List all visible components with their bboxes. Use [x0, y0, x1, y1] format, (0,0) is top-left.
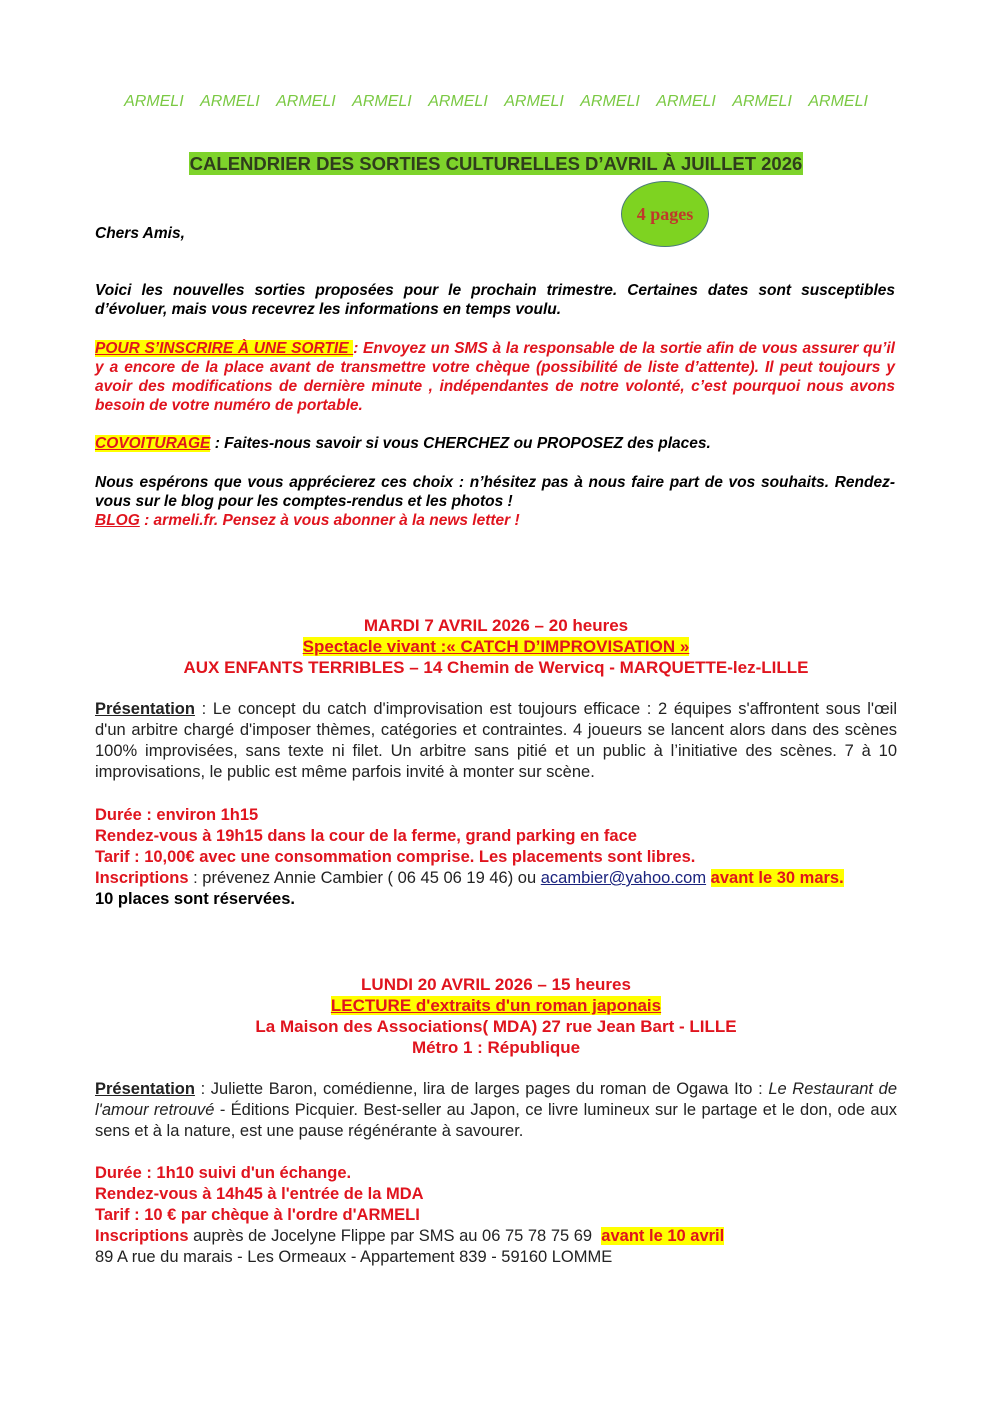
- event-date: LUNDI 20 AVRIL 2026 – 15 heures: [361, 975, 631, 994]
- book-title: Le Restaurant de l'amour retrouvé: [95, 1080, 897, 1119]
- armeli-word: ARMELI: [656, 93, 716, 110]
- event-date: MARDI 7 AVRIL 2026 – 20 heures: [363, 616, 629, 635]
- armeli-word: ARMELI: [124, 93, 184, 110]
- covoiturage-label: COVOITURAGE: [95, 435, 211, 452]
- event-title-line: [95, 995, 897, 1016]
- pages-badge-text: 4 pages: [636, 203, 694, 224]
- armeli-word: ARMELI: [732, 93, 792, 110]
- armeli-word: ARMELI: [808, 93, 868, 110]
- covoiturage-paragraph: [95, 434, 895, 453]
- page-title: [0, 153, 992, 175]
- armeli-word: ARMELI: [580, 93, 640, 110]
- inscription-text: : Envoyez un SMS à la responsable de la sortie afin de vous assurer qu’il y a encore de la place avant de transmettre votre chèque (possibilité de liste d’attente). Il peut toujours y avoir des modifications de dernière minute , indépendantes de notre volonté, c’est pourquoi nous avons besoin de votre numéro de portable.: [95, 340, 895, 414]
- event-price: Tarif : 10,00€ avec une consommation comprise. Les placements sont libres.: [95, 848, 696, 866]
- presentation-label: Présentation: [95, 1080, 195, 1098]
- event-2-presentation: [95, 1079, 897, 1142]
- event-2-details: [95, 1163, 897, 1268]
- event-reserved-places: 10 places sont réservées.: [95, 890, 295, 908]
- email-link[interactable]: acambier@yahoo.com: [540, 869, 707, 887]
- registration-label: Inscriptions: [95, 1227, 189, 1245]
- event-duration: Durée : environ 1h15: [95, 806, 259, 824]
- armeli-word: ARMELI: [352, 93, 412, 110]
- event-registration: [95, 868, 897, 889]
- closing-text: Nous espérons que vous apprécierez ces choix : n’hésitez pas à nous faire part de vos souhaits. Rendez-vous sur le blog pour les comptes-rendus et les photos !: [95, 474, 895, 510]
- page-title-text: CALENDRIER DES SORTIES CULTURELLES D’AVRIL À JUILLET 2026: [189, 153, 803, 174]
- armeli-word: ARMELI: [200, 93, 260, 110]
- registration-deadline: avant le 10 avril: [601, 1227, 725, 1245]
- event-place: La Maison des Associations( MDA) 27 rue Jean Bart - LILLE: [255, 1017, 737, 1036]
- covoiturage-text: : Faites-nous savoir si vous CHERCHEZ ou PROPOSEZ des places.: [210, 435, 711, 452]
- event-title: LECTURE d'extraits d'un roman japonais: [330, 996, 662, 1015]
- registration-address: 89 A rue du marais - Les Ormeaux - Appartement 839 - 59160 LOMME: [95, 1248, 613, 1266]
- event-duration: Durée : 1h10 suivi d'un échange.: [95, 1164, 352, 1182]
- event-price: Tarif : 10 € par chèque à l'ordre d'ARMELI: [95, 1206, 420, 1224]
- registration-label: Inscriptions: [95, 869, 189, 887]
- inscription-paragraph: [95, 339, 895, 415]
- presentation-text: : Juliette Baron, comédienne, lira de larges pages du roman de Ogawa Ito :: [194, 1080, 769, 1098]
- armeli-word: ARMELI: [504, 93, 564, 110]
- armeli-header-row: [0, 93, 992, 111]
- event-1-header: [95, 615, 897, 678]
- armeli-word: ARMELI: [428, 93, 488, 110]
- presentation-text-cont: - Éditions Picquier. Best-seller au Japon, ce livre lumineux sur le partage et le don, ode aux sens et à la nature, est une pause régénérante à savourer.: [95, 1101, 898, 1140]
- event-registration: [95, 1226, 897, 1247]
- presentation-label: Présentation: [95, 700, 195, 718]
- closing-paragraph: [95, 473, 895, 530]
- event-1-details: [95, 805, 897, 910]
- event-title: Spectacle vivant :« CATCH D’IMPROVISATION »: [302, 637, 690, 656]
- blog-line: [95, 511, 895, 530]
- inscription-label: POUR S’INSCRIRE À UNE SORTIE: [95, 340, 354, 357]
- presentation-text: : Le concept du catch d'improvisation est toujours efficace : 2 équipes s'affrontent sous l'œil d'un arbitre chargé d'imposer thèmes, catégories et contraintes. 4 joueurs se lancent alors dans des scènes 100% improvisées, sans texte ni filet. Un arbitre sans pitié et un public à l’initiative des scènes. 7 à 10 improvisations, le public est même parfois invité à monter sur scène.: [95, 700, 897, 781]
- event-metro: Métro 1 : République: [411, 1038, 581, 1057]
- event-meeting: Rendez-vous à 19h15 dans la cour de la ferme, grand parking en face: [95, 827, 637, 845]
- greeting: Chers Amis,: [95, 225, 185, 242]
- event-1-presentation: [95, 699, 897, 783]
- registration-deadline: avant le 30 mars.: [710, 869, 844, 887]
- event-title-line: [95, 636, 897, 657]
- event-place: AUX ENFANTS TERRIBLES – 14 Chemin de Wervicq - MARQUETTE-lez-LILLE: [183, 658, 809, 677]
- blog-label[interactable]: BLOG: [95, 512, 140, 529]
- intro-paragraph: Voici les nouvelles sorties proposées pour le prochain trimestre. Certaines dates sont susceptibles d’évoluer, mais vous recevrez les informations en temps voulu.: [95, 282, 895, 318]
- registration-text: : prévenez Annie Cambier ( 06 45 06 19 46) ou: [188, 869, 541, 887]
- event-2-header: [95, 974, 897, 1058]
- registration-text: auprès de Jocelyne Flippe par SMS au 06 75 78 75 69: [188, 1227, 602, 1245]
- armeli-word: ARMELI: [276, 93, 336, 110]
- event-meeting: Rendez-vous à 14h45 à l'entrée de la MDA: [95, 1185, 424, 1203]
- blog-text: : armeli.fr. Pensez à vous abonner à la news letter !: [139, 512, 520, 529]
